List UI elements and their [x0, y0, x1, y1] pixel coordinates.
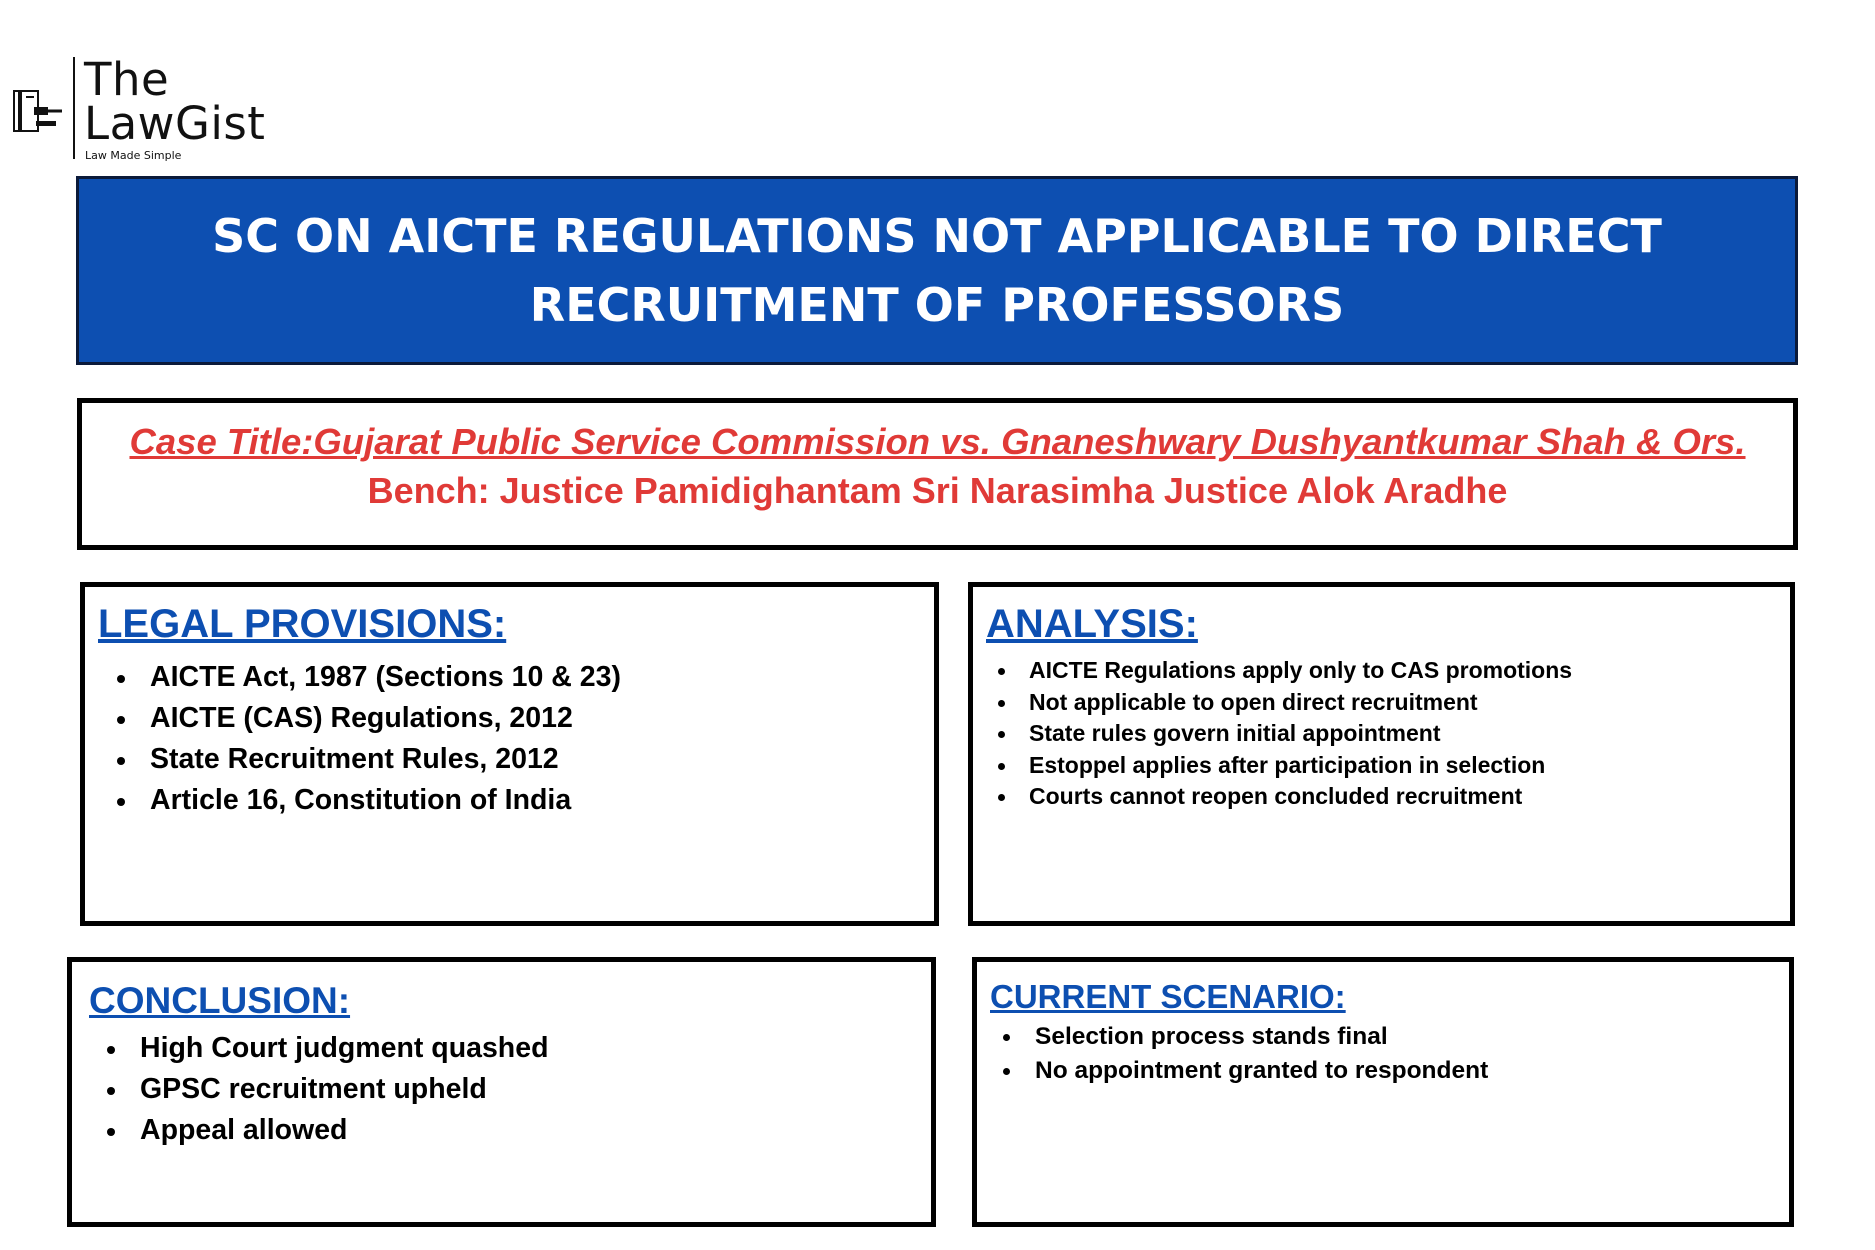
list-item: State Recruitment Rules, 2012: [150, 739, 621, 780]
list-item: Courts cannot reopen concluded recruitment: [1029, 781, 1572, 813]
current-scenario-heading: CURRENT SCENARIO:: [990, 978, 1346, 1015]
book-gavel-icon: [12, 83, 68, 139]
page-title: SC ON AICTE REGULATIONS NOT APPLICABLE TO DIRECT RECRUITMENT OF PROFESSORS: [212, 208, 1662, 332]
list-item: GPSC recruitment upheld: [140, 1069, 548, 1110]
legal-provisions-heading: LEGAL PROVISIONS:: [98, 602, 507, 646]
case-bench: Bench: Justice Pamidighantam Sri Narasimha Justice Alok Aradhe: [367, 470, 1508, 511]
list-item: AICTE (CAS) Regulations, 2012: [150, 698, 621, 739]
logo-text-lawgist: LawGist: [84, 97, 266, 150]
conclusion-heading: CONCLUSION:: [89, 980, 351, 1021]
current-scenario-list: [1035, 1020, 1488, 1088]
logo: [12, 55, 282, 165]
list-item: Appeal allowed: [140, 1110, 548, 1151]
analysis-heading: ANALYSIS:: [986, 602, 1198, 646]
current-scenario-box: [972, 957, 1794, 1227]
legal-provisions-list: [150, 657, 621, 821]
logo-divider: [73, 57, 75, 159]
list-item: Estoppel applies after participation in selection: [1029, 750, 1572, 782]
logo-text-the: The: [84, 53, 170, 106]
list-item: State rules govern initial appointment: [1029, 718, 1572, 750]
list-item: Not applicable to open direct recruitment: [1029, 687, 1572, 719]
analysis-list: [1029, 655, 1572, 813]
title-banner: [76, 176, 1798, 365]
conclusion-list: [140, 1028, 548, 1151]
list-item: Article 16, Constitution of India: [150, 780, 621, 821]
list-item: No appointment granted to respondent: [1035, 1054, 1488, 1088]
case-title: Case Title:Gujarat Public Service Commission vs. Gnaneshwary Dushyantkumar Shah & Ors.: [129, 421, 1746, 462]
logo-tagline: Law Made Simple: [85, 149, 182, 162]
list-item: AICTE Act, 1987 (Sections 10 & 23): [150, 657, 621, 698]
list-item: Selection process stands final: [1035, 1020, 1488, 1054]
analysis-box: [968, 582, 1795, 926]
case-info-box: [77, 398, 1798, 550]
list-item: AICTE Regulations apply only to CAS promotions: [1029, 655, 1572, 687]
conclusion-box: [67, 957, 936, 1227]
legal-provisions-box: [80, 582, 939, 926]
list-item: High Court judgment quashed: [140, 1028, 548, 1069]
